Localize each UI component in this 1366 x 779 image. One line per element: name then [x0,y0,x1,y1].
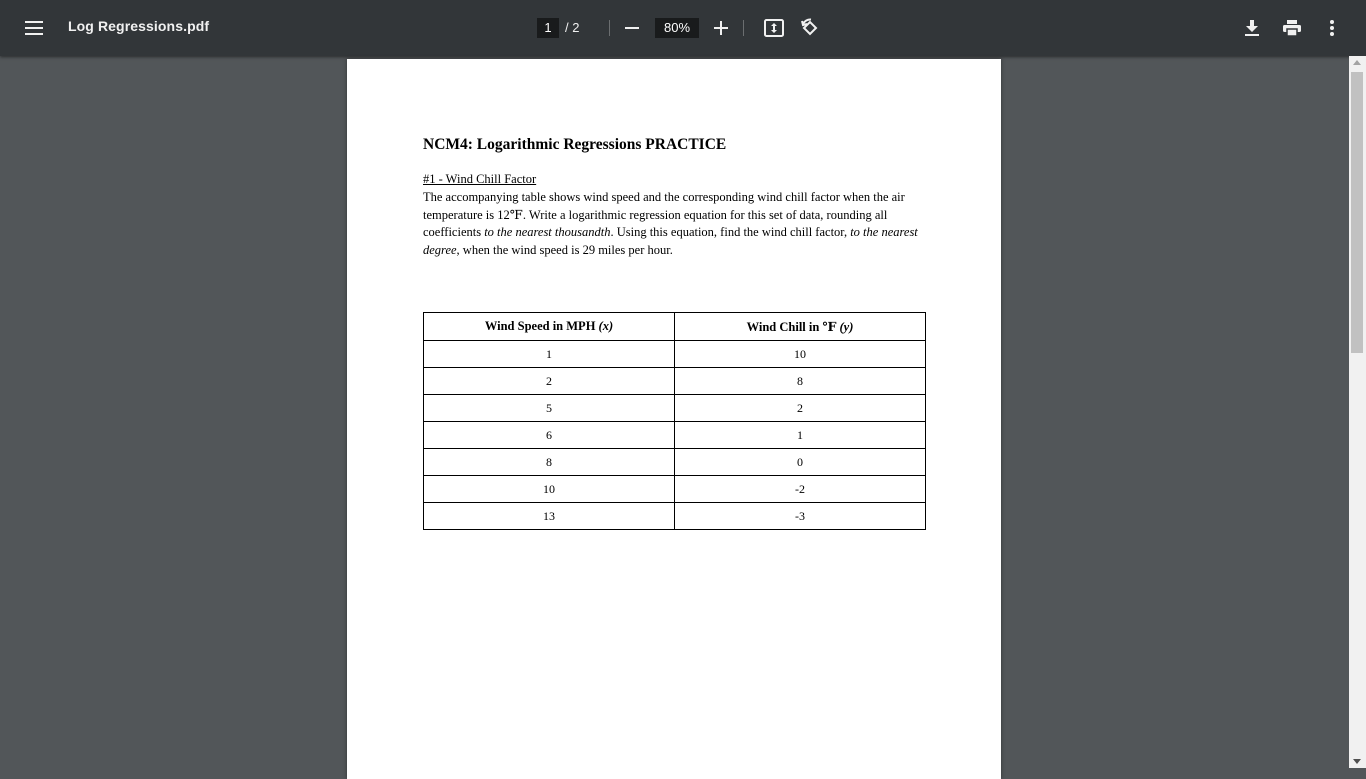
scroll-down-arrow-icon[interactable] [1353,759,1361,764]
wind-chill-cell: 8 [675,368,926,395]
rotate-icon[interactable] [798,16,822,40]
paragraph-text: , when the wind speed is 29 miles per hour. [456,243,673,258]
scroll-up-arrow-icon[interactable] [1353,60,1361,65]
table-row [424,341,926,368]
table-row [424,422,926,449]
document-title: Log Regressions.pdf [68,18,210,34]
wind-chill-cell: -3 [675,503,926,530]
column-header-wind-chill: Wind Chill in ℉ (y) [675,313,926,341]
wind-speed-cell: 5 [424,395,675,422]
wind-chill-table [423,312,926,530]
wind-speed-cell: 2 [424,368,675,395]
toolbar-divider [609,20,610,36]
paragraph-text: The accompanying table shows wind speed and the corresponding wind chill factor when the air temperature is 12℉. Write a logarithmic regression equation for this set of data, rounding all coefficients [423,190,905,240]
zoom-out-icon[interactable] [620,16,644,40]
page-total-label: / 2 [565,20,580,35]
wind-speed-cell: 10 [424,476,675,503]
table-header-row [424,313,926,341]
paragraph-emphasis: to the nearest thousandth [484,225,611,240]
paragraph-emphasis: to the nearest degree [423,225,918,258]
fit-page-icon[interactable] [762,16,786,40]
wind-speed-cell: 1 [424,341,675,368]
table-row [424,476,926,503]
table-row [424,503,926,530]
wind-chill-cell: -2 [675,476,926,503]
table-row [424,449,926,476]
wind-chill-cell: 2 [675,395,926,422]
wind-speed-cell: 6 [424,422,675,449]
wind-speed-cell: 13 [424,503,675,530]
print-icon[interactable] [1280,16,1304,40]
pdf-page [347,59,1001,779]
scrollbar-thumb[interactable] [1351,72,1363,353]
problem-paragraph [423,189,923,260]
document-heading: NCM4: Logarithmic Regressions PRACTICE [423,136,727,153]
wind-chill-cell: 1 [675,422,926,449]
zoom-in-icon[interactable] [709,16,733,40]
column-header-wind-speed: Wind Speed in MPH (x) [424,313,675,341]
page-number-input[interactable]: 1 [537,18,559,38]
pdf-toolbar [0,0,1366,56]
paragraph-text: . Using this equation, find the wind chill factor, [610,225,851,240]
wind-chill-cell: 0 [675,449,926,476]
table-row [424,368,926,395]
more-vert-icon[interactable] [1320,16,1344,40]
wind-speed-cell: 8 [424,449,675,476]
section-title: #1 - Wind Chill Factor [423,172,537,186]
vertical-scrollbar[interactable] [1349,56,1366,768]
zoom-level-input[interactable]: 80% [655,18,699,38]
wind-chill-cell: 10 [675,341,926,368]
download-icon[interactable] [1240,16,1264,40]
hamburger-menu-icon[interactable] [18,12,50,44]
toolbar-divider [743,20,744,36]
table-row [424,395,926,422]
